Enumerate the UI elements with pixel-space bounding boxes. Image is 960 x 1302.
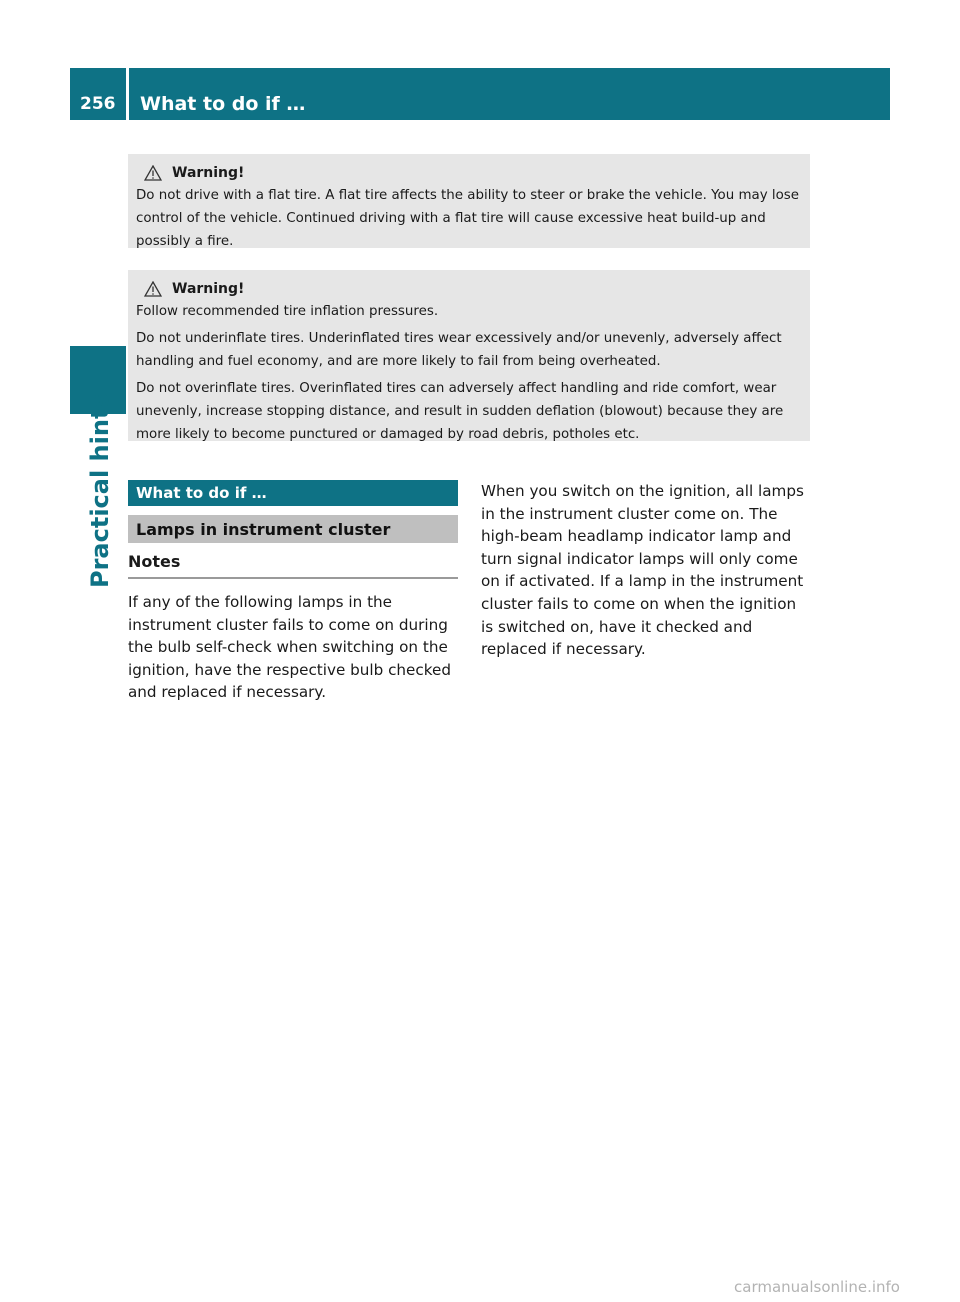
watermark: carmanualsonline.info xyxy=(734,1278,900,1296)
notes-heading: Notes xyxy=(128,549,458,579)
header-divider xyxy=(126,68,129,120)
warning-text: Do not underinflate tires. Underinflated tires wear excessively and/or unevenly, adversely affect handling and fuel economy, and are more likely to fail from being overheated. xyxy=(136,331,782,369)
subsection-heading: Lamps in instrument cluster xyxy=(128,515,458,543)
warning-title: Warning! xyxy=(172,280,245,297)
side-section-label: Practical hints xyxy=(86,393,114,588)
warning-triangle-icon xyxy=(144,165,162,181)
left-column xyxy=(128,480,458,704)
warning-text: Follow recommended tire inflation pressures. xyxy=(136,304,439,319)
notes-body-text: If any of the following lamps in the instrument cluster fails to come on during the bulb self-check when switching on the ignition, have the respective bulb checked and replaced if necessary. xyxy=(128,593,451,702)
warning-header xyxy=(136,162,800,184)
warning-text: Do not overinflate tires. Overinflated tires can adversely affect handling and ride comfort, wear unevenly, increase stopping distance, and result in sudden deflation (blowout) because they are more likely to become punctured or damaged by road debris, potholes etc. xyxy=(136,381,784,442)
warning-box-inflation xyxy=(128,270,810,441)
right-column-text: When you switch on the ignition, all lamps in the instrument cluster come on. The high-beam headlamp indicator lamp and turn signal indicator lamps will only come on if activated. If a lamp in the instrument cluster fails to come on when the ignition is switched on, have it checked and replaced if necessary. xyxy=(481,482,804,659)
page-title: What to do if … xyxy=(140,93,306,115)
warning-triangle-icon xyxy=(144,281,162,297)
warning-header xyxy=(136,278,800,300)
page-number: 256 xyxy=(80,94,116,114)
warning-title: Warning! xyxy=(172,164,245,181)
section-heading: What to do if … xyxy=(128,480,458,506)
warning-box-flat-tire xyxy=(128,154,810,248)
warning-text: Do not drive with a flat tire. A flat tire affects the ability to steer or brake the vehicle. You may lose control of the vehicle. Continued driving with a flat tire will cause excessive heat build-up and possibly a fire. xyxy=(136,188,800,249)
